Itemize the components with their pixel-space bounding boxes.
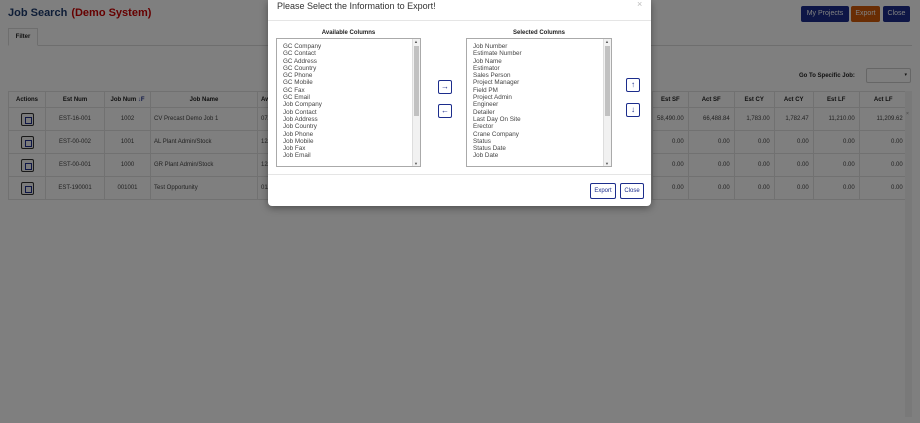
scroll-down-icon[interactable]: ▼ (414, 161, 418, 166)
list-item[interactable]: GC Contact (283, 50, 316, 58)
list-item[interactable]: Job Company (283, 101, 322, 109)
modal-close-button[interactable]: Close (620, 183, 644, 199)
list-item[interactable]: GC Country (283, 64, 317, 72)
scroll-down-icon[interactable]: ▼ (605, 161, 609, 166)
list-item[interactable]: Estimate Number (473, 50, 522, 58)
list-item[interactable]: Field PM (473, 86, 498, 94)
scroll-thumb[interactable] (414, 46, 419, 116)
list-scrollbar[interactable] (603, 39, 611, 166)
list-item[interactable]: Job Mobile (283, 137, 314, 145)
list-item[interactable]: Job Fax (283, 145, 306, 153)
scroll-thumb[interactable] (605, 46, 610, 116)
list-item[interactable]: Detailer (473, 108, 495, 116)
list-item[interactable]: Job Number (473, 43, 508, 50)
remove-column-button[interactable]: ← (438, 104, 452, 118)
list-item[interactable]: Job Contact (283, 108, 317, 116)
list-item[interactable]: Job Phone (283, 130, 314, 138)
modal-divider (268, 20, 651, 21)
move-up-button[interactable]: ↑ (626, 78, 640, 92)
export-columns-modal (268, 0, 651, 206)
list-item[interactable]: Job Email (283, 152, 311, 160)
list-item[interactable]: GC Company (283, 43, 322, 50)
scroll-up-icon[interactable]: ▲ (414, 39, 418, 44)
list-item[interactable]: GC Fax (283, 86, 305, 94)
available-columns-list[interactable] (276, 38, 421, 167)
list-item[interactable]: Project Manager (473, 79, 520, 87)
list-item[interactable]: Project Admin (473, 94, 512, 102)
list-item[interactable]: Job Country (283, 123, 317, 131)
list-item[interactable]: Engineer (473, 101, 499, 109)
add-column-button[interactable]: → (438, 80, 452, 94)
list-item[interactable]: Crane Company (473, 130, 519, 138)
list-scrollbar[interactable] (412, 39, 420, 166)
list-item[interactable]: GC Phone (283, 72, 313, 80)
list-item[interactable]: GC Email (283, 94, 310, 102)
modal-footer-divider (268, 174, 651, 175)
list-item[interactable]: Status (473, 137, 491, 145)
available-items (283, 43, 322, 160)
move-down-button[interactable]: ↓ (626, 103, 640, 117)
selected-columns-heading: Selected Columns (512, 30, 565, 36)
list-item[interactable]: Erector (473, 123, 494, 131)
modal-title: Please Select the Information to Export! (277, 1, 436, 11)
selected-columns-list[interactable] (466, 38, 612, 167)
list-item[interactable]: Job Name (473, 57, 502, 65)
scroll-up-icon[interactable]: ▲ (605, 39, 609, 44)
list-item[interactable]: Last Day On Site (473, 115, 521, 123)
list-item[interactable]: GC Mobile (283, 79, 313, 87)
list-item[interactable]: Job Date (473, 152, 499, 160)
list-item[interactable]: GC Address (283, 57, 317, 65)
selected-items (473, 43, 522, 160)
available-columns-heading: Available Columns (321, 30, 376, 36)
list-item[interactable]: Estimator (473, 64, 500, 72)
list-item[interactable]: Status Date (473, 145, 506, 153)
list-item[interactable]: Sales Person (473, 72, 511, 80)
modal-export-button[interactable]: Export (590, 183, 616, 199)
close-icon[interactable]: × (637, 0, 643, 9)
list-item[interactable]: Job Address (283, 115, 318, 123)
